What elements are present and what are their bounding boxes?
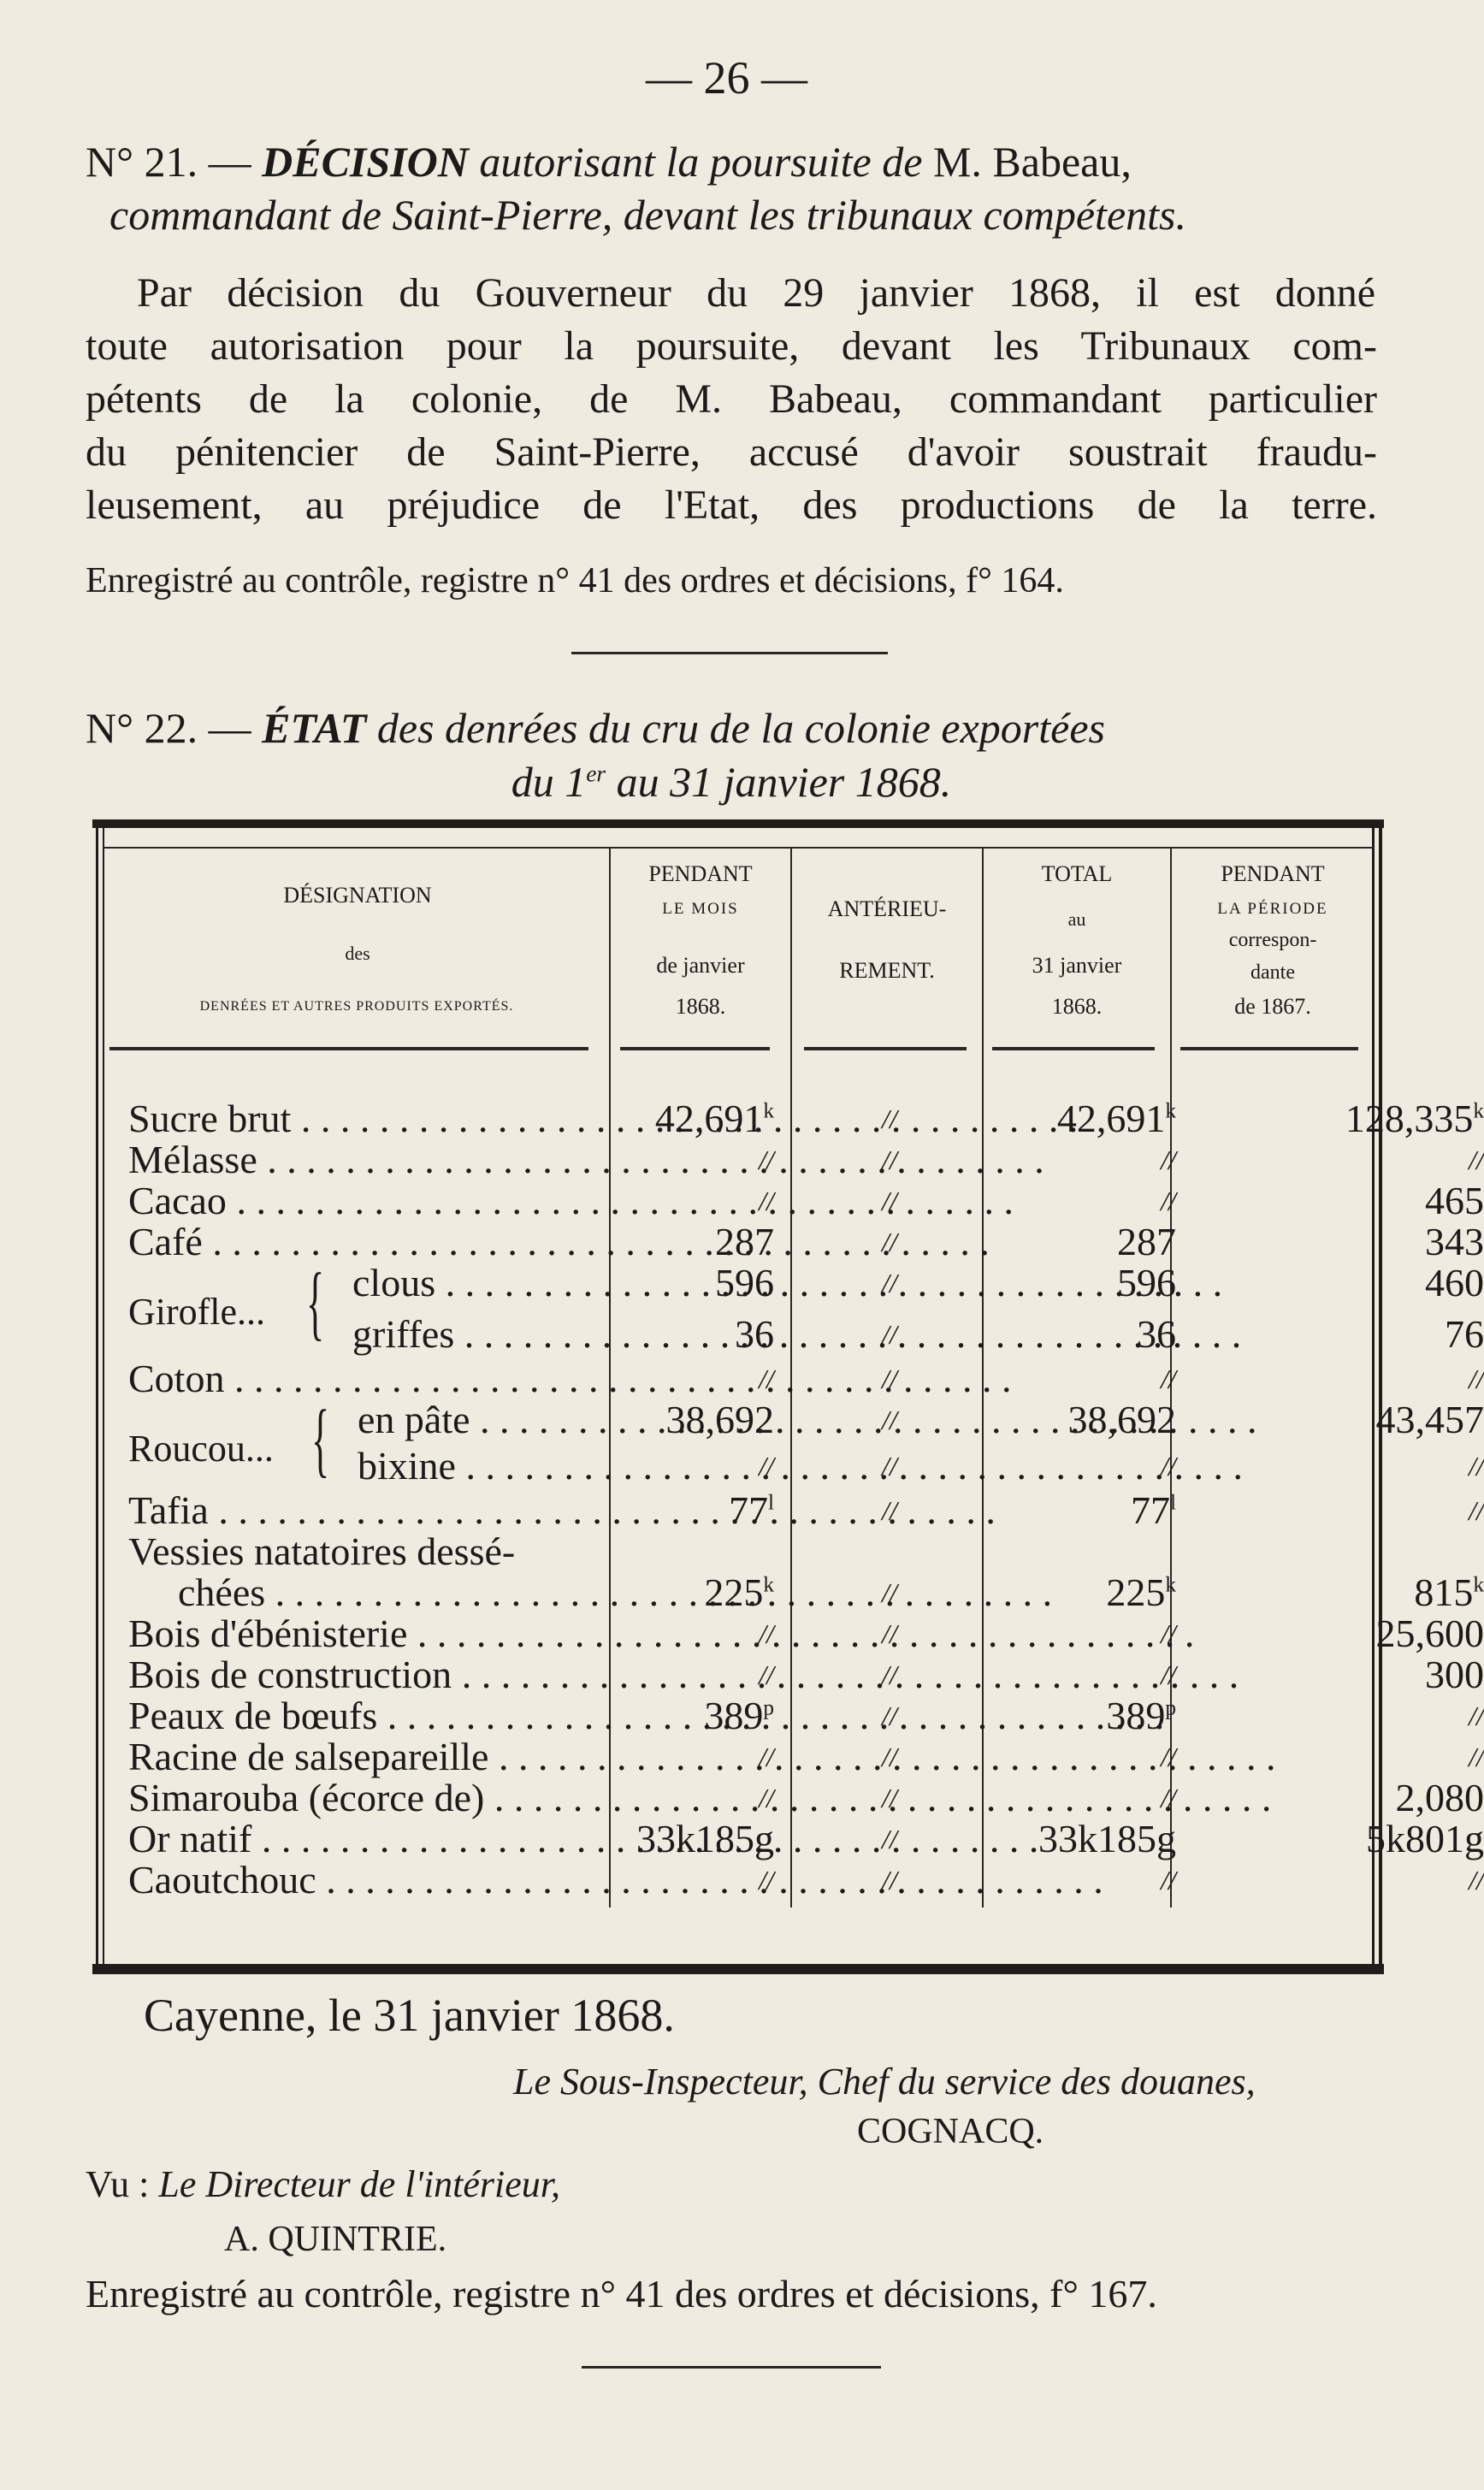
cell-total: // xyxy=(1161,1186,1176,1216)
table-row xyxy=(128,1735,1484,1778)
header-periode-5: de 1867. xyxy=(1234,994,1311,1019)
row-label: Sucre brut . . . xyxy=(128,1098,594,1139)
vu-line: Vu : Le Directeur de l'intérieur, xyxy=(86,2163,561,2205)
row-label: Or natif . . . xyxy=(128,1819,594,1860)
cell-periode: // xyxy=(1469,1742,1484,1772)
cell-pendant: // xyxy=(759,1865,774,1896)
cell-total: 38,692 xyxy=(1067,1398,1176,1441)
cell-anterieur: // xyxy=(882,1618,897,1649)
cell-anterieur: // xyxy=(882,1268,897,1298)
cell-pendant: // xyxy=(759,1659,774,1690)
cell-periode: 25,600 xyxy=(1375,1612,1484,1655)
cell-total: // xyxy=(1161,1783,1176,1813)
cell-total: // xyxy=(1161,1865,1176,1896)
cell-pendant: 42,691$^k$ xyxy=(654,1097,774,1140)
cell-anterieur: // xyxy=(882,1144,897,1175)
cell-anterieur: // xyxy=(882,1319,897,1350)
header-rule-periode xyxy=(1180,1047,1358,1050)
decision-21-title: N° 21. — DÉCISION autorisant la poursuite de M. Babeau, xyxy=(86,138,1132,186)
page-number: — 26 — xyxy=(646,52,807,104)
header-designation-3: DENRÉES ET AUTRES PRODUITS EXPORTÉS. xyxy=(199,999,514,1014)
table-row xyxy=(128,1612,1484,1655)
cell-periode: 43,457 xyxy=(1375,1398,1484,1441)
table-row xyxy=(128,1570,1484,1614)
decision-21-body-line-3: pétents de la colonie, de M. Babeau, commandant particulier xyxy=(86,376,1377,422)
table-bottom-border xyxy=(92,1964,1384,1974)
row-label: Simarouba (écorce de) . . . xyxy=(128,1777,594,1819)
header-rule-total xyxy=(992,1047,1155,1050)
decision-21-title-line2: commandant de Saint-Pierre, devant les tribunaux compétents. xyxy=(109,191,1186,239)
roucou-brace: { xyxy=(311,1393,330,1486)
row-sublabel: bixine . . . xyxy=(358,1446,594,1487)
header-designation-1: DÉSIGNATION xyxy=(283,883,432,908)
signer-title: Le Sous-Inspecteur, Chef du service des douanes, xyxy=(513,2061,1256,2103)
header-pendant-1: PENDANT xyxy=(648,861,753,886)
row-label: Racine de salsepareille . . . xyxy=(128,1736,594,1777)
decision-21-body-line-5: leusement, au préjudice de l'Etat, des productions de la terre. xyxy=(86,482,1377,528)
cell-periode: // xyxy=(1469,1865,1484,1896)
table-row xyxy=(128,1261,1484,1304)
header-designation-2: des xyxy=(345,943,370,964)
table-row xyxy=(128,1694,1484,1737)
header-rule-anterieur xyxy=(804,1047,967,1050)
cell-periode: 5k801g xyxy=(1366,1817,1484,1860)
cell-total: 36 xyxy=(1137,1312,1176,1356)
girofle-label: Girofle... xyxy=(128,1291,266,1333)
row-label: Cacao . . . xyxy=(128,1180,594,1221)
row-label: Peaux de bœufs . . . xyxy=(128,1695,594,1736)
cell-pendant: 36 xyxy=(735,1312,774,1356)
cell-pendant: 33k185g xyxy=(636,1817,774,1860)
cell-periode: 465 xyxy=(1425,1179,1484,1222)
row-label: Caoutchouc . . . xyxy=(128,1860,594,1901)
etat-22-title-line2: du 1er au 31 janvier 1868. xyxy=(511,758,952,806)
cell-pendant: 287 xyxy=(715,1220,774,1263)
cell-anterieur: // xyxy=(882,1577,897,1608)
vu-name: A. QUINTRIE. xyxy=(224,2220,447,2259)
cell-pendant: // xyxy=(759,1618,774,1649)
row-label: Bois de construction . . . xyxy=(128,1654,594,1695)
header-periode-2: LA PÉRIODE xyxy=(1217,900,1328,918)
cell-total: 225$^k$ xyxy=(1106,1570,1176,1614)
bottom-separator-rule xyxy=(582,2366,881,2369)
header-total-4: 1868. xyxy=(1051,994,1103,1019)
cell-anterieur: // xyxy=(882,1865,897,1896)
row-sublabel: clous . . . xyxy=(352,1263,594,1304)
cell-total: 77$^l$ xyxy=(1130,1488,1176,1532)
cell-periode: 815$^k$ xyxy=(1414,1570,1484,1614)
cell-anterieur: // xyxy=(882,1700,897,1731)
cell-periode: 76 xyxy=(1445,1312,1484,1356)
cell-total: 287 xyxy=(1117,1220,1176,1263)
cell-anterieur: // xyxy=(882,1495,897,1526)
cell-periode: // xyxy=(1469,1495,1484,1526)
table-row xyxy=(128,1488,1484,1532)
header-pendant-3: de janvier xyxy=(656,953,745,978)
table-row xyxy=(128,1398,1484,1441)
table-row xyxy=(128,1444,1484,1487)
cell-anterieur: // xyxy=(882,1186,897,1216)
cell-total: // xyxy=(1161,1618,1176,1649)
cell-periode: // xyxy=(1469,1451,1484,1482)
cell-anterieur: // xyxy=(882,1824,897,1854)
cell-periode: // xyxy=(1469,1363,1484,1394)
header-rule-pendant xyxy=(620,1047,770,1050)
cell-periode: 300 xyxy=(1425,1653,1484,1696)
cell-pendant: // xyxy=(759,1144,774,1175)
row-label: Coton . . . xyxy=(128,1358,594,1399)
cell-anterieur: // xyxy=(882,1659,897,1690)
header-total-1: TOTAL xyxy=(1041,861,1113,886)
table-header-top-rule xyxy=(103,847,1373,849)
cell-pendant: // xyxy=(759,1783,774,1813)
row-label: Café . . . xyxy=(128,1221,594,1263)
header-rule-designation xyxy=(109,1047,588,1050)
cell-total: 42,691$^k$ xyxy=(1056,1097,1176,1140)
place-date: Cayenne, le 31 janvier 1868. xyxy=(144,1990,675,2041)
table-row xyxy=(128,1817,1484,1860)
cell-anterieur: // xyxy=(882,1405,897,1435)
cell-total: // xyxy=(1161,1451,1176,1482)
cell-anterieur: // xyxy=(882,1783,897,1813)
cell-total: // xyxy=(1161,1144,1176,1175)
table-row xyxy=(128,1653,1484,1696)
etat-22-title: N° 22. — ÉTAT des denrées du cru de la colonie exportées xyxy=(86,704,1105,752)
row-label: chées . . . xyxy=(178,1572,594,1613)
cell-pendant: 77$^l$ xyxy=(728,1488,774,1532)
cell-periode: // xyxy=(1469,1700,1484,1731)
signer-name: COGNACQ. xyxy=(857,2112,1044,2151)
header-periode-3: correspon- xyxy=(1228,929,1317,951)
header-total-3: 31 janvier xyxy=(1032,953,1122,978)
cell-periode: 460 xyxy=(1425,1261,1484,1304)
roucou-label: Roucou... xyxy=(128,1428,274,1470)
cell-total: 389$^p$ xyxy=(1106,1694,1176,1737)
cell-pendant: 596 xyxy=(715,1261,774,1304)
cell-pendant: // xyxy=(759,1363,774,1394)
decision-21-registration: Enregistré au contrôle, registre n° 41 des ordres et décisions, f° 164. xyxy=(86,561,1064,600)
header-anterieur-1: ANTÉRIEU- xyxy=(827,896,947,921)
cell-anterieur: // xyxy=(882,1227,897,1257)
separator-rule xyxy=(571,652,888,654)
cell-pendant: // xyxy=(759,1186,774,1216)
row-label: Mélasse . . . xyxy=(128,1139,594,1180)
header-pendant-2: LE MOIS xyxy=(662,900,739,918)
table-top-border xyxy=(92,819,1384,828)
table-row xyxy=(128,1097,1484,1140)
cell-pendant: // xyxy=(759,1742,774,1772)
cell-total: 33k185g xyxy=(1038,1817,1176,1860)
cell-periode: 2,080 xyxy=(1395,1776,1484,1819)
row-sublabel: griffes . . . xyxy=(352,1314,594,1355)
cell-total: // xyxy=(1161,1742,1176,1772)
cell-total: // xyxy=(1161,1659,1176,1690)
table-row xyxy=(128,1776,1484,1819)
cell-periode: 343 xyxy=(1425,1220,1484,1263)
table-row xyxy=(128,1179,1484,1222)
decision-21-body-line-1: Par décision du Gouverneur du 29 janvier 1868, il est donné xyxy=(137,270,1375,316)
decision-21-body-line-2: toute autorisation pour la poursuite, devant les Tribunaux com- xyxy=(86,323,1377,369)
table-left-border xyxy=(96,828,98,1966)
cell-anterieur: // xyxy=(882,1103,897,1134)
cell-pendant: 38,692 xyxy=(665,1398,774,1441)
table-row xyxy=(128,1531,1377,1572)
cell-pendant: // xyxy=(759,1451,774,1482)
table-row xyxy=(128,1138,1484,1181)
header-pendant-4: 1868. xyxy=(675,994,726,1019)
row-sublabel: en pâte . . . xyxy=(358,1399,594,1440)
row-label: Vessies natatoires dessé- xyxy=(128,1529,516,1573)
cell-pendant: 389$^p$ xyxy=(704,1694,774,1737)
cell-anterieur: // xyxy=(882,1742,897,1772)
cell-total: // xyxy=(1161,1363,1176,1394)
table-row xyxy=(128,1858,1484,1902)
cell-pendant: 225$^k$ xyxy=(704,1570,774,1614)
footer-registration: Enregistré au contrôle, registre n° 41 des ordres et décisions, f° 167. xyxy=(86,2272,1157,2316)
header-anterieur-2: REMENT. xyxy=(839,958,935,983)
row-label: Bois d'ébénisterie . . . xyxy=(128,1613,594,1654)
row-label: Tafia . . . xyxy=(128,1490,594,1531)
cell-anterieur: // xyxy=(882,1363,897,1394)
header-periode-4: dante xyxy=(1250,961,1295,984)
cell-periode: // xyxy=(1469,1144,1484,1175)
header-periode-1: PENDANT xyxy=(1221,861,1325,886)
cell-anterieur: // xyxy=(882,1451,897,1482)
cell-periode: 128,335$^k$ xyxy=(1345,1097,1484,1140)
decision-21-body-line-4: du pénitencier de Saint-Pierre, accusé d'avoir soustrait fraudu- xyxy=(86,429,1377,475)
header-total-2: au xyxy=(1067,908,1086,930)
cell-total: 596 xyxy=(1117,1261,1176,1304)
girofle-brace: { xyxy=(306,1257,325,1349)
